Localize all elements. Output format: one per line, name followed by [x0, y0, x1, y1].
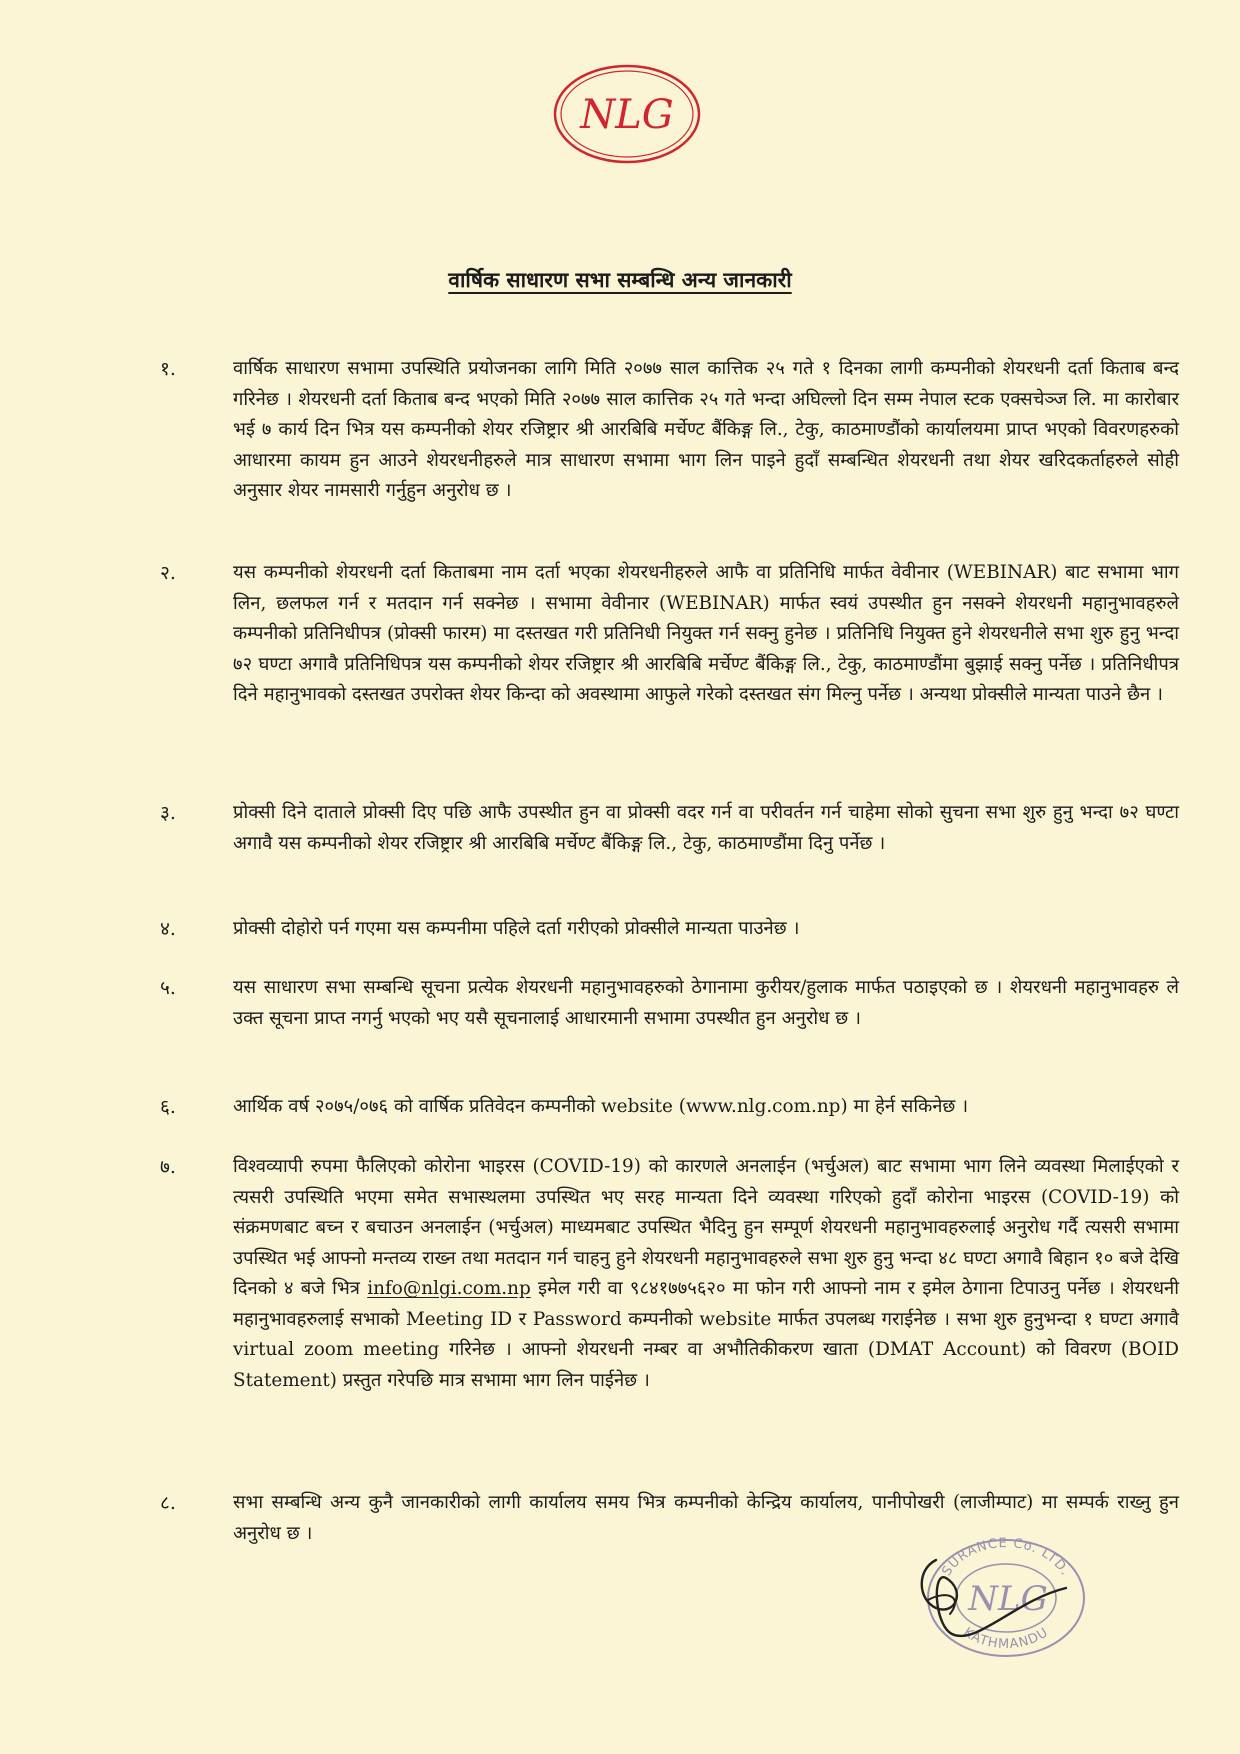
stamp-center-text: NLG [968, 1579, 1048, 1619]
company-stamp [906, 1530, 1096, 1660]
item-number: ५. [160, 977, 176, 999]
item-number: १. [160, 358, 176, 380]
stamp-top-text: SURANCE Co. LTD. [939, 1535, 1073, 1579]
logo-text: NLG [580, 92, 674, 138]
item-number: ४. [160, 918, 176, 940]
item-number: ६. [160, 1096, 176, 1118]
item-text [233, 1152, 1179, 1396]
stamp-bottom-text: KATHMANDU [960, 1624, 1052, 1653]
item-number: ७. [160, 1156, 176, 1178]
item-number: ३. [160, 802, 176, 824]
item-text: यस साधारण सभा सम्बन्धि सूचना प्रत्येक शेयरधनी महानुभावहरुको ठेगानामा कुरीयर/हुलाक मार्फत पठाइएको छ । शेयरधनी महानुभावहरु ले उक्त सूचना प्राप्त नगर्नु भएको भए यसै सूचनालाई आधारमानी सभामा उपस्थीत हुन अनुरोध छ । [233, 977, 1179, 1029]
email-link[interactable]: info@nlgi.com.np [367, 1278, 531, 1299]
svg-text:SURANCE Co. LTD. [939, 1536, 1072, 1579]
item-text-part: विश्वव्यापी रुपमा फैलिएको कोरोना भाइरस (COVID-19) को कारणले अनलाईन (भर्चुअल) बाट सभामा भाग लिने व्यवस्था मिलाईएको र त्यसरी उपस्थिति भएमा समेत सभास्थलमा उपस्थित भए सरह मान्यता दिने व्यवस्था गरिएको हुदाँ कोरोना भाइरस (COVID-19) को संक्रमणबाट बच्न र बचाउन अनलाईन (भर्चुअल) माध्यमबाट उपस्थित भैदिनु हुन सम्पूर्ण शेयरधनी महानुभावहरुलाई अनुरोध गर्दै त्यसरी सभामा उपस्थित भई आफ्नो मन्तव्य राख्न तथा मतदान गर्न चाहनु हुने शेयरधनी महानुभावहरुले सभा शुरु हुनु भन्दा ४८ घण्टा अगावै बिहान १० बजे देखि दिनको ४ बजे भित्र [233, 1156, 1179, 1299]
item-number: २. [160, 562, 176, 584]
item-text: प्रोक्सी दोहोरो पर्न गएमा यस कम्पनीमा पहिले दर्ता गरीएको प्रोक्सीले मान्यता पाउनेछ । [233, 918, 800, 939]
item-text: प्रोक्सी दिने दाताले प्रोक्सी दिए पछि आफै उपस्थीत हुन वा प्रोक्सी वदर गर्न वा परीवर्तन गर्न चाहेमा सोको सुचना सभा शुरु हुनु भन्दा ७२ घण्टा अगावै यस कम्पनीको शेयर रजिष्ट्रार श्री आरबिबि मर्चेण्ट बैंकिङ्ग लि., टेकु, काठमाण्डौंमा दिनु पर्नेछ । [233, 802, 1179, 854]
item-text: आर्थिक वर्ष २०७५/०७६ को वार्षिक प्रतिवेदन कम्पनीको website (www.nlg.com.np) मा हेर्न सकिनेछ । [233, 1096, 969, 1117]
item-text-part: इमेल गरी वा ९८४१७७५६२० मा फोन गरी आफ्नो नाम र इमेल ठेगाना टिपाउनु पर्नेछ । शेयरधनी महानुभावहरुलाई सभाको Meeting ID र Password कम्पनीको website मार्फत उपलब्ध गराईनेछ । सभा शुरु हुनुभन्दा १ घण्टा अगावै virtual zoom meeting गरिनेछ । आफ्नो शेयरधनी नम्बर वा अभौतिकीकरण खाता (DMAT Account) को विवरण (BOID Statement) प्रस्तुत गरेपछि मात्र सभामा भाग लिन पाईनेछ । [233, 1278, 1179, 1391]
nlg-logo [552, 62, 702, 166]
item-text: वार्षिक साधारण सभामा उपस्थिति प्रयोजनका लागि मिति २०७७ साल कात्तिक २५ गते १ दिनका लागी कम्पनीको शेयरधनी दर्ता किताब बन्द गरिनेछ । शेयरधनी दर्ता किताब बन्द भएको मिति २०७७ साल कात्तिक २५ गते भन्दा अघिल्लो दिन सम्म नेपाल स्टक एक्सचेञ्ज लि. मा कारोबार भई ७ कार्य दिन भित्र यस कम्पनीको शेयर रजिष्ट्रार श्री आरबिबि मर्चेण्ट बैंकिङ्ग लि., टेकु, काठमाण्डौंको कार्यालयमा प्राप्त भएको विवरणहरुको आधारमा कायम हुन आउने शेयरधनीहरुले मात्र साधारण सभामा भाग लिन पाइने हुदाँ सम्बन्धित शेयरधनी तथा शेयर खरिदकर्ताहरुले सोही अनुसार शेयर नामसारी गर्नुहुन अनुरोध छ । [233, 358, 1179, 501]
item-text: सभा सम्बन्धि अन्य कुनै जानकारीको लागी कार्यालय समय भित्र कम्पनीको केन्द्रिय कार्यालय, पानीपोखरी (लाजीम्पाट) मा सम्पर्क राख्नु हुन अनुरोध छ । [233, 1492, 1179, 1544]
svg-text:KATHMANDU [960, 1625, 1051, 1652]
title-text: वार्षिक साधारण सभा सम्बन्धि अन्य जानकारी [448, 267, 792, 292]
document-title [0, 266, 1240, 294]
item-number: ८. [160, 1492, 176, 1514]
item-text: यस कम्पनीको शेयरधनी दर्ता किताबमा नाम दर्ता भएका शेयरधनीहरुले आफै वा प्रतिनिधि मार्फत वेवीनार (WEBINAR) बाट सभामा भाग लिन, छलफल गर्न र मतदान गर्न सक्नेछ । सभामा वेवीनार (WEBINAR) मार्फत स्वयं उपस्थीत हुन नसक्ने शेयरधनी महानुभावहरुले कम्पनीको प्रतिनिधीपत्र (प्रोक्सी फारम) मा दस्तखत गरी प्रतिनिधी नियुक्त गर्न सक्नु हुनेछ । प्रतिनिधि नियुक्त हुने शेयरधनीले सभा शुरु हुनु भन्दा ७२ घण्टा अगावै प्रतिनिधिपत्र यस कम्पनीको शेयर रजिष्ट्रार श्री आरबिबि मर्चेण्ट बैंकिङ्ग लि., टेकु, काठमाण्डौंमा बुझाई सक्नु पर्नेछ । प्रतिनिधीपत्र दिने महानुभावको दस्तखत उपरोक्त शेयर किन्दा को अवस्थामा आफुले गरेको दस्तखत संग मिल्नु पर्नेछ । अन्यथा प्रोक्सीले मान्यता पाउने छैन । [233, 562, 1179, 705]
